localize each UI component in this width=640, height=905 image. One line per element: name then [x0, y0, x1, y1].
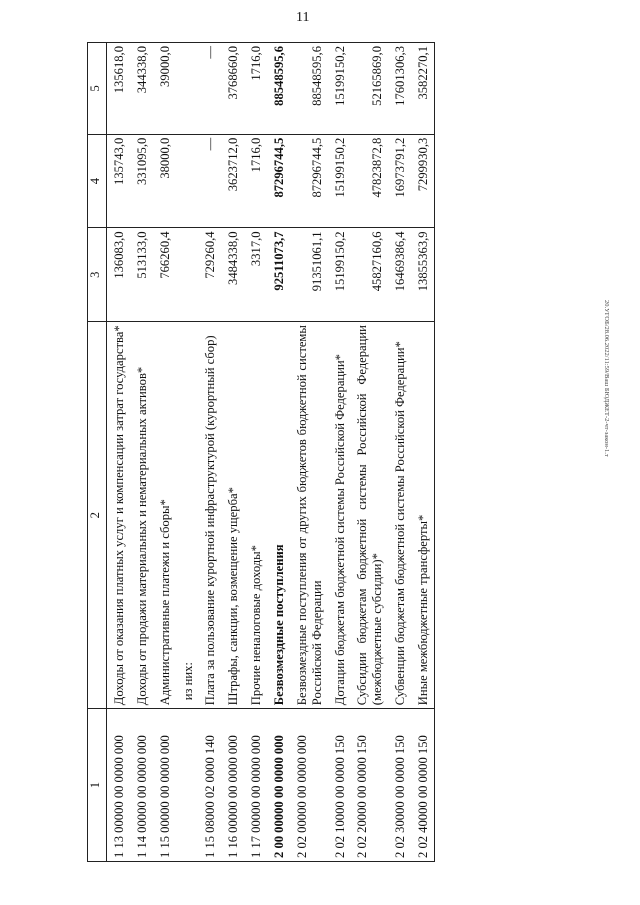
row-value-col4: 47823872,8 — [350, 134, 388, 228]
row-name: из них: — [176, 322, 199, 709]
row-value-col3: 16469386,4 — [388, 228, 411, 322]
row-value-col4: 87296744,5 — [267, 134, 290, 228]
page-number: 11 — [296, 10, 310, 25]
row-name: Штрафы, санкции, возмещение ущерба* — [221, 322, 244, 709]
row-value-col5: 3768660,0 — [221, 43, 244, 135]
row-value-col3: 766260,4 — [153, 228, 176, 322]
revenue-table — [87, 42, 435, 862]
row-value-col3: 136083,0 — [107, 228, 130, 322]
row-value-col4: 38000,0 — [153, 134, 176, 228]
table-row — [328, 43, 351, 862]
row-name: Субсидии бюджетам бюджетной системы Российской Федерации (межбюджетные субсидии)* — [350, 322, 388, 709]
row-name: Иные межбюджетные трансферты* — [411, 322, 434, 709]
row-value-col5: 15199150,2 — [328, 43, 351, 135]
row-value-col5 — [176, 43, 199, 135]
row-name: Дотации бюджетам бюджетной системы Российской Федерации* — [328, 322, 351, 709]
header-row — [88, 43, 107, 862]
row-value-col3: 45827160,6 — [350, 228, 388, 322]
row-code: 2 02 10000 00 0000 150 — [328, 709, 351, 862]
header-col-4: 4 — [88, 134, 107, 228]
table-row — [176, 43, 199, 862]
row-value-col3: 13855363,9 — [411, 228, 434, 322]
row-value-col5: 344338,0 — [130, 43, 153, 135]
table-row — [153, 43, 176, 862]
row-value-col3: 92511073,7 — [267, 228, 290, 322]
row-code: 1 14 00000 00 0000 000 — [130, 709, 153, 862]
table-row — [130, 43, 153, 862]
row-code: 2 02 30000 00 0000 150 — [388, 709, 411, 862]
table-row — [290, 43, 328, 862]
row-name: Безвозмездные поступления от других бюджетов бюджетной системы Российской Федерации — [290, 322, 328, 709]
row-name: Доходы от продажи материальных и нематериальных активов* — [130, 322, 153, 709]
row-name: Административные платежи и сборы* — [153, 322, 176, 709]
row-code — [176, 709, 199, 862]
header-col-5: 5 — [88, 43, 107, 135]
row-value-col5: 88548595,6 — [290, 43, 328, 135]
row-value-col3: 15199150,2 — [328, 228, 351, 322]
row-name: Прочие неналоговые доходы* — [244, 322, 267, 709]
table-row — [221, 43, 244, 862]
row-value-col4: 135743,0 — [107, 134, 130, 228]
row-value-col5: — — [198, 43, 221, 135]
row-name: Доходы от оказания платных услуг и компенсации затрат государства* — [107, 322, 130, 709]
row-value-col4 — [176, 134, 199, 228]
row-value-col3: 729260,4 — [198, 228, 221, 322]
table-row — [107, 43, 130, 862]
row-name: Безвозмездные поступления — [267, 322, 290, 709]
row-value-col5: 135618,0 — [107, 43, 130, 135]
side-note: 20.УГОБ/28.06.2022/11:59/Ваш БЮДЖЕТ-2-чт-закон-1.т — [603, 300, 610, 457]
row-name: Плата за пользование курортной инфраструктурой (курортный сбор) — [198, 322, 221, 709]
revenue-table-rotated — [87, 42, 607, 862]
row-value-col4: 3623712,0 — [221, 134, 244, 228]
table-row — [244, 43, 267, 862]
row-value-col5: 17601306,3 — [388, 43, 411, 135]
row-value-col3: 513133,0 — [130, 228, 153, 322]
table-row — [350, 43, 388, 862]
row-value-col5: 1716,0 — [244, 43, 267, 135]
row-value-col4: 15199150,2 — [328, 134, 351, 228]
row-value-col3: 3317,0 — [244, 228, 267, 322]
row-code: 1 15 00000 00 0000 000 — [153, 709, 176, 862]
row-code: 2 02 00000 00 0000 000 — [290, 709, 328, 862]
row-code: 1 17 00000 00 0000 000 — [244, 709, 267, 862]
row-value-col5: 3582270,1 — [411, 43, 434, 135]
row-code: 1 13 00000 00 0000 000 — [107, 709, 130, 862]
row-value-col4: 87296744,5 — [290, 134, 328, 228]
header-col-2: 2 — [88, 322, 107, 709]
row-value-col3: 91351061,1 — [290, 228, 328, 322]
row-value-col5: 88548595,6 — [267, 43, 290, 135]
row-value-col4: — — [198, 134, 221, 228]
header-col-1: 1 — [88, 709, 107, 862]
row-value-col3 — [176, 228, 199, 322]
row-name: Субвенции бюджетам бюджетной системы Российской Федерации* — [388, 322, 411, 709]
row-value-col4: 7299930,3 — [411, 134, 434, 228]
table-row — [388, 43, 411, 862]
header-col-3: 3 — [88, 228, 107, 322]
row-code: 1 16 00000 00 0000 000 — [221, 709, 244, 862]
row-value-col5: 39000,0 — [153, 43, 176, 135]
row-value-col3: 3484338,0 — [221, 228, 244, 322]
row-code: 1 15 08000 02 0000 140 — [198, 709, 221, 862]
row-code: 2 00 00000 00 0000 000 — [267, 709, 290, 862]
table-row — [267, 43, 290, 862]
table-row — [198, 43, 221, 862]
row-code: 2 02 40000 00 0000 150 — [411, 709, 434, 862]
row-code: 2 02 20000 00 0000 150 — [350, 709, 388, 862]
table-row — [411, 43, 434, 862]
row-value-col4: 331095,0 — [130, 134, 153, 228]
row-value-col4: 1716,0 — [244, 134, 267, 228]
row-value-col5: 52165869,0 — [350, 43, 388, 135]
row-value-col4: 16973791,2 — [388, 134, 411, 228]
